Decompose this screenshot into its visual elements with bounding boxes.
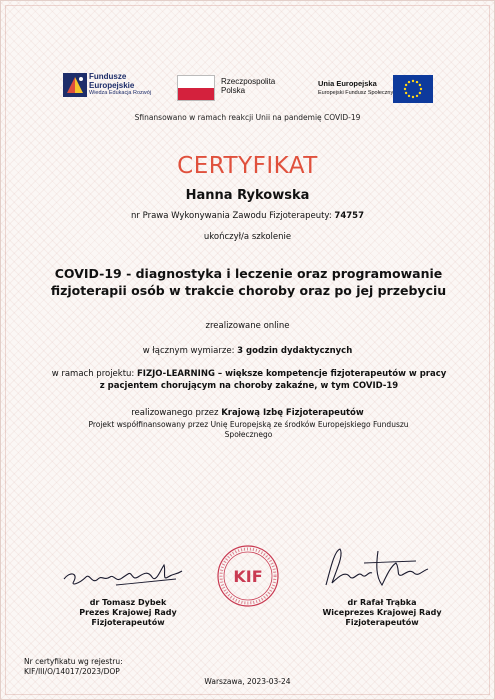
registry-number: KIF/III/O/14017/2023/DOP bbox=[24, 667, 120, 676]
delivery-mode: zrealizowane online bbox=[205, 321, 290, 331]
organizer-line bbox=[1, 408, 494, 418]
course-title: COVID-19 - diagnostyka i leczenie oraz programowanie fizjoterapii osób w trakcie choroby oraz po jej przebyciu bbox=[50, 266, 447, 298]
fe-subtitle: Wiedza Edukacja Rozwój bbox=[89, 90, 152, 96]
hours-line bbox=[1, 346, 494, 356]
signatory-1-name: dr Tomasz Dybek bbox=[89, 598, 167, 607]
signatory-1-caption bbox=[53, 598, 203, 628]
signatory-1-role1: Prezes Krajowej Rady bbox=[79, 608, 177, 617]
ue-subtitle: Europejski Fundusz Społeczny bbox=[318, 90, 394, 96]
signatory-2-role2: Fizjoterapeutów bbox=[345, 618, 419, 627]
project-label: w ramach projektu: bbox=[51, 369, 135, 379]
place-date: Warszawa, 2023-03-24 bbox=[204, 677, 291, 686]
fe-line2: Europejskie bbox=[89, 81, 135, 90]
signatory-2-name: dr Rafał Trąbka bbox=[347, 598, 417, 607]
hours-label: w łącznym wymiarze: bbox=[142, 346, 235, 356]
fundusze-europejskie-logo bbox=[63, 71, 173, 107]
kif-seal-image bbox=[216, 544, 280, 608]
funding-logos bbox=[1, 71, 494, 107]
registry-info bbox=[24, 657, 123, 677]
fe-star-icon bbox=[63, 73, 87, 97]
certificate-title: CERTYFIKAT bbox=[177, 153, 318, 179]
seal-text: KIF bbox=[233, 567, 263, 586]
fe-line1: Fundusze bbox=[89, 72, 127, 81]
cofinancing-note: Projekt współfinansowany przez Unię Europejską ze środków Europejskiego Funduszu Społecznego bbox=[88, 420, 409, 439]
project-name: FIZJO-LEARNING – większe kompetencje fizjoterapeutów w pracy z pacjentem chorującym na choroby zakaźne, w tym COVID-19 bbox=[99, 369, 447, 391]
license-number: 74757 bbox=[334, 211, 364, 221]
project-line bbox=[49, 368, 449, 392]
organizer-name: Krajową Izbę Fizjoterapeutów bbox=[221, 408, 364, 418]
polish-flag-icon bbox=[177, 75, 215, 101]
signatory-1-role2: Fizjoterapeutów bbox=[91, 618, 165, 627]
funding-note: Sfinansowano w ramach reakcji Unii na pandemię COVID-19 bbox=[134, 113, 361, 122]
organizer-label: realizowanego przez bbox=[131, 408, 219, 418]
registry-label: Nr certyfikatu wg rejestru: bbox=[24, 657, 123, 666]
eu-flag-icon bbox=[393, 75, 433, 103]
signature-1-image bbox=[56, 541, 206, 596]
signatory-2-caption bbox=[307, 598, 457, 628]
ue-title: Unia Europejska bbox=[318, 79, 377, 88]
completed-text: ukończył/a szkolenie bbox=[203, 232, 292, 242]
hours-value: 3 godzin dydaktycznych bbox=[237, 346, 353, 356]
recipient-name: Hanna Rykowska bbox=[185, 188, 310, 203]
unia-europejska-logo bbox=[318, 71, 438, 107]
signatory-2-role1: Wiceprezes Krajowej Rady bbox=[322, 608, 442, 617]
license-line bbox=[1, 211, 494, 221]
rp-line2: Polska bbox=[221, 86, 246, 95]
rp-line1: Rzeczpospolita bbox=[221, 77, 276, 86]
rzeczpospolita-polska-logo bbox=[177, 71, 287, 107]
license-label: nr Prawa Wykonywania Zawodu Fizjoterapeuty: bbox=[131, 211, 332, 221]
signature-2-image bbox=[306, 541, 456, 596]
